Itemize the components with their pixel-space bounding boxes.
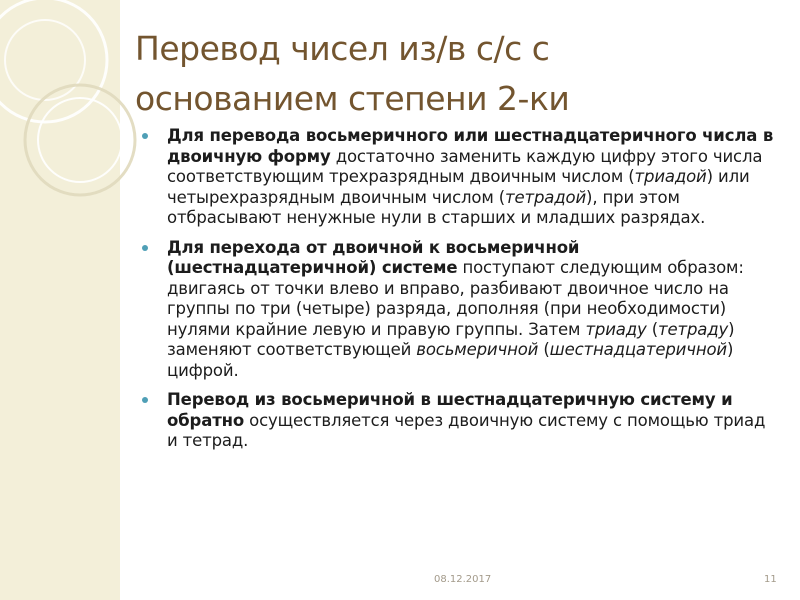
bullet-text: достаточно заменить каждую цифру этого числа соответствующим трехразрядным двоичным числом ( [167, 146, 763, 186]
title-line-2: основанием степени 2-ки [135, 79, 570, 118]
bullet-icon [142, 397, 148, 403]
bullet-item-octal-hex-to-binary [140, 126, 780, 229]
bullet-bold-text: Для перевода восьмеричного или шестнадцатеричного числа в двоичную форму [167, 126, 774, 166]
slide-title [135, 24, 735, 124]
bullet-bold-text: Для перехода от двоичной к восьмеричной (шестнадцатеричной) системе [167, 237, 580, 277]
decorative-circles [0, 0, 140, 260]
bullet-text: ), при этом отбрасывают ненужные нули в старших и младших разрядах. [167, 187, 706, 227]
bullet-italic-text: тетраду [658, 319, 729, 339]
bullet-list [140, 126, 780, 461]
bullet-italic-text: восьмеричной [416, 340, 539, 359]
bullet-italic-text: триаду [585, 319, 647, 339]
footer-date: 08.12.2017 [434, 574, 492, 585]
bullet-italic-text: триадой [634, 167, 707, 186]
bullet-text: ) заменяют соответствующей [167, 319, 735, 359]
bullet-bold-text: Перевод из восьмеричной в шестнадцатеричную систему и обратно [167, 390, 733, 430]
page-number: 11 [764, 574, 777, 585]
bullet-text: ( [646, 319, 659, 339]
bullet-text: поступают следующим образом: двигаясь от точки влево и вправо, разбивают двоичное число на группы по три (четыре) разряда, дополняя (при необходимости) нулями крайние левую и правую группы. Затем [167, 258, 744, 339]
bullet-item-binary-to-octal-hex [140, 238, 780, 382]
bullet-text: осуществляется через двоичную систему с помощью триад и тетрад. [167, 410, 766, 450]
bullet-text: ) или четырехразрядным двоичным числом ( [167, 167, 750, 207]
bullet-item-octal-hex-conversion [140, 390, 780, 452]
bullet-italic-text: шестнадцатеричной [549, 340, 727, 359]
bullet-icon [142, 245, 148, 251]
bullet-italic-text: тетрадой [505, 187, 587, 207]
bullet-text: ( [538, 340, 550, 359]
title-line-1: Перевод чисел из/в с/с с [135, 29, 550, 68]
bullet-text: ) цифрой. [167, 340, 734, 380]
bullet-icon [142, 133, 148, 139]
